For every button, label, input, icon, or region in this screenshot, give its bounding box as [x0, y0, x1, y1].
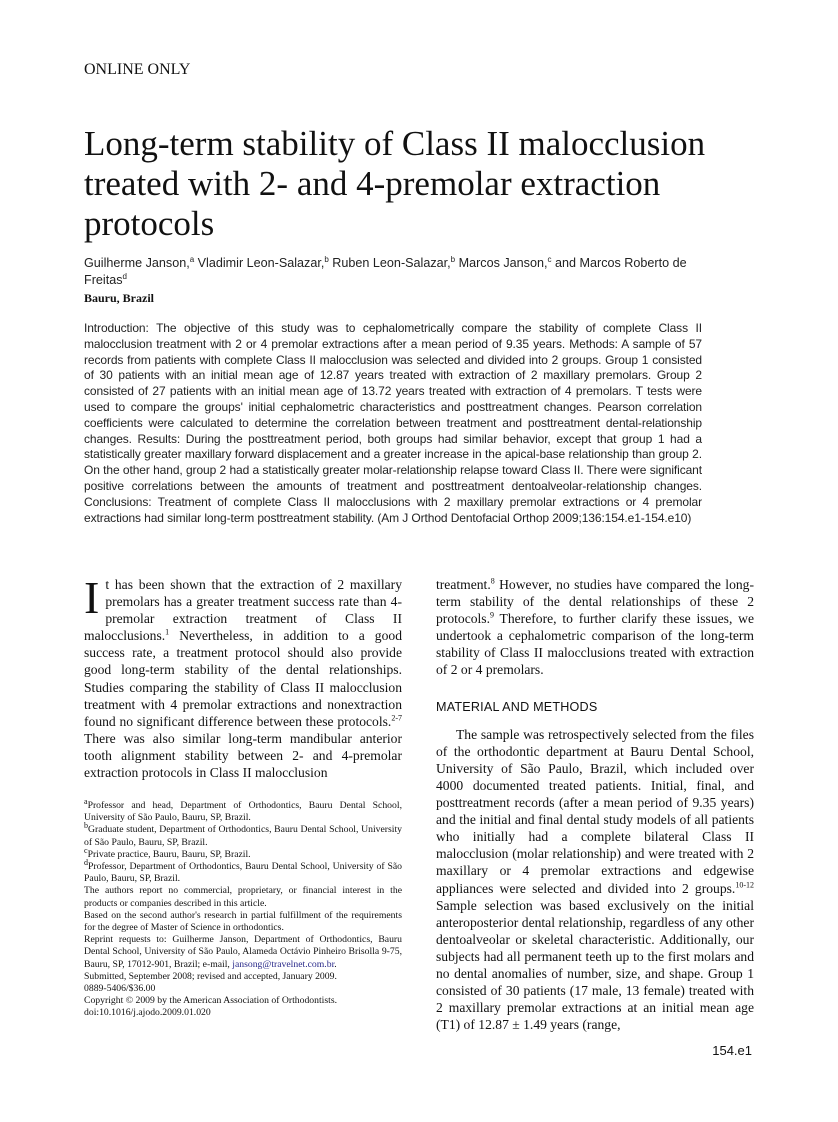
author-location: Bauru, Brazil: [84, 291, 155, 305]
footnote-marker: c: [84, 845, 88, 855]
footnote-marker: a: [84, 796, 88, 806]
footnote: [84, 983, 402, 995]
citation-superscript: 1: [165, 627, 170, 637]
footnote-text: Private practice, Bauru, Bauru, SP, Brazil.: [87, 848, 251, 860]
author-affiliation-marker: b: [324, 254, 329, 264]
footnote-text: Professor and head, Department of Orthodontics, Bauru Dental School, University of São Paulo, Bauru, SP, Brazil.: [84, 800, 402, 824]
footnote: [84, 995, 402, 1007]
section-heading-methods: MATERIAL AND METHODS: [436, 699, 598, 714]
body-text: There was also similar long-term mandibular anterior tooth alignment stability between 2- and 4-premolar extraction protocols in Class II malocclusion: [84, 730, 402, 781]
footnote: [84, 845, 402, 861]
author-name: Marcos Janson,: [455, 256, 548, 270]
footnote-text: Based on the second author's research in partial fulfillment of the requirements for the degree of Master of Science in orthodontics.: [84, 909, 402, 934]
footnote-text: Graduate student, Department of Orthodontics, Bauru Dental School, University of São Paulo, Bauru, SP, Brazil.: [84, 824, 402, 848]
author-name: Ruben Leon-Salazar,: [328, 256, 451, 270]
body-text: The sample was retrospectively selected from the files of the orthodontic department at Bauru Dental School, University of São Paulo, Brazil, which included over 4000 documented treated patients. Initial, final, and posttreatment records (after a mean period of 9.35 years) and the initial and final dental study models of all patients who initially had a complete bilateral Class II malocclusion (molar relationship) and were treated with 2 maxillary or 4 premolar extractions and edgewise appliances were selected and divided into 2 groups.: [436, 726, 754, 896]
abstract: Introduction: The objective of this study was to cephalometrically compare the stability of complete Class II malocclusion treatment with 2 or 4 premolar extractions after a mean period of 9.35 years. Methods: A sample of 57 records from patients with complete Class II malocclusion was selected and divided into 2 groups. Group 1 consisted of 30 patients with an initial mean age of 12.87 years treated with extraction of 2 maxillary premolars. Group 2 consisted of 27 patients with an initial mean age of 13.72 years treated with extraction of 4 premolars. T tests were used to compare the groups' initial cephalometric characteristics and posttreatment changes. Pearson correlation coefficients were calculated to determine the correlation between treatment and posttreatment dental-relationship changes. Results: During the posttreatment period, both groups had similar behavior, except that group 1 had a statistically greater maxillary forward displacement and a greater increase in the apical-base relationship than group 2. On the other hand, group 2 had a statistically greater molar-relationship relapse toward Class II. There were significant positive correlations between the amounts of treatment and posttreatment dentoalveolar-relationship changes. Conclusions: Treatment of complete Class II malocclusions with 2 maxillary premolar extractions or 4 premolar extractions had similar long-term posttreatment stability. (Am J Orthod Dentofacial Orthop 2009;136:154.e1-154.e10): [84, 321, 702, 525]
author-list: [84, 255, 724, 289]
citation-superscript: 9: [490, 610, 494, 620]
footnote-text: The authors report no commercial, proprietary, or financial interest in the products or companies described in this article.: [84, 885, 402, 909]
footnote-marker: d: [84, 857, 88, 867]
footnote-text: Submitted, September 2008; revised and accepted, January 2009.: [84, 970, 337, 982]
footnote-text: .: [334, 958, 337, 970]
methods-paragraph: [436, 726, 754, 1034]
footnote: [84, 885, 402, 909]
citation-superscript: 10-12: [735, 879, 754, 889]
footnotes: [84, 796, 402, 1020]
body-text: treatment.: [436, 577, 491, 592]
article-title: Long-term stability of Class II malocclusion treated with 2- and 4-premolar extraction protocols: [84, 124, 706, 243]
email-link[interactable]: jansong@travelnet.com.br: [232, 958, 335, 970]
citation-superscript: 8: [490, 576, 495, 586]
footnote-text: Copyright © 2009 by the American Association of Orthodontists.: [84, 995, 338, 1007]
body-text: However, no studies have compared the long-term stability of the dental relationships of these 2 protocols.: [436, 577, 754, 627]
left-column: [84, 572, 402, 781]
footnote-text: Reprint requests to: Guilherme Janson, Department of Orthodontics, Bauru Dental School, University of São Paulo, Alameda Octávio Pinheiro Brisolla 9-75, Bauru, SP, 17012-901, Brazil; e-mail,: [84, 934, 402, 970]
citation-superscript: 2-7: [391, 713, 402, 723]
drop-cap: I: [84, 572, 100, 623]
footnote-text: 0889-5406/$36.00: [84, 983, 156, 995]
footnote-marker: b: [84, 821, 88, 831]
footnote: [84, 934, 402, 971]
footnote: [84, 821, 402, 848]
footnote: [84, 857, 402, 885]
right-column: [436, 576, 754, 1033]
author-affiliation-marker: d: [122, 271, 127, 281]
body-text: Nevertheless, in addition to a good success rate, a treatment protocol should also provide good long-term stability of the dental relationships. Studies comparing the stability of Class II malocclusion treatment with 4 premolar extractions and nonextraction found no significant difference between these protocols.: [84, 628, 402, 729]
footnote: [84, 796, 402, 824]
author-affiliation-marker: b: [450, 254, 456, 264]
page-number: 154.e1: [712, 1043, 752, 1058]
body-text: Sample selection was based exclusively on the initial anteroposterior dental relationship, regardless of any other dentoalveolar or skeletal characteristic. Additionally, our subjects had all permanent teeth up to the first molars and no dental anomalies of number, size, and shape. Group 1 consisted of 30 patients (17 male, 13 female) treated with 2 maxillary premolar extractions at an initial mean age (T1) of 12.87 ± 1.49 years (range,: [436, 897, 754, 1033]
section-label: ONLINE ONLY: [84, 61, 191, 78]
intro-paragraph: [84, 572, 402, 781]
body-text: t has been shown that the extraction of 2 maxillary premolars has a greater treatment success rate than 4-premolar extraction treatment of Class II malocclusions.: [84, 577, 402, 644]
footnote: [84, 1007, 402, 1019]
body-text: Therefore, to further clarify these issues, we undertook a cephalometric comparison of the long-term stability of Class II malocclusions treated with extraction of 2 or 4 premolars.: [436, 611, 754, 678]
footnote: [84, 910, 402, 934]
author-name: Guilherme Janson,: [84, 256, 190, 270]
footnote-text: doi:10.1016/j.ajodo.2009.01.020: [84, 1007, 211, 1019]
intro-paragraph-continued: [436, 576, 754, 679]
author-affiliation-marker: a: [189, 254, 195, 264]
author-name: and Marcos Roberto de Freitas: [84, 256, 687, 287]
author-name: Vladimir Leon-Salazar,: [194, 256, 325, 270]
footnote: [84, 971, 402, 983]
footnote-text: Professor, Department of Orthodontics, Bauru Dental School, University of São Paulo, Bauru, SP, Brazil.: [84, 861, 402, 885]
author-affiliation-marker: c: [547, 254, 552, 264]
